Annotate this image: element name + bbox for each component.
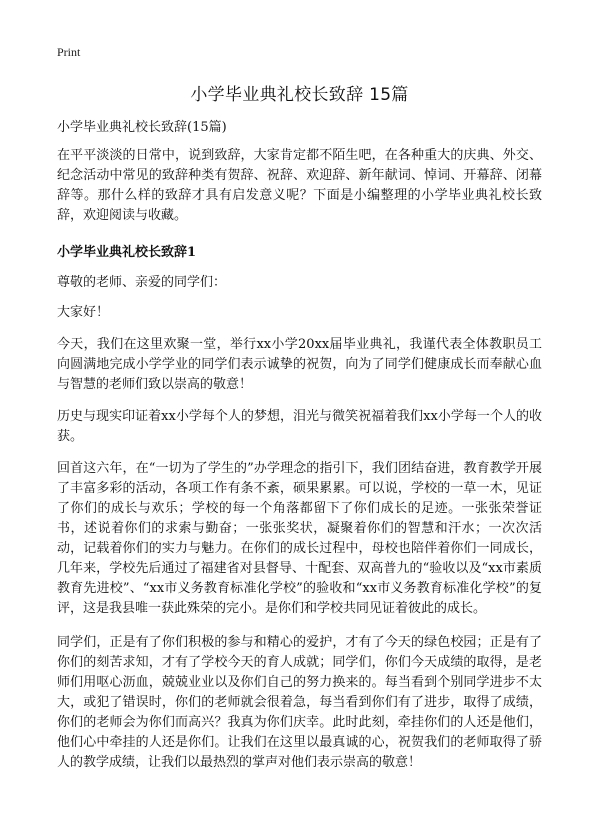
body-paragraph-4: 同学们，正是有了你们积极的参与和精心的爱护，才有了今天的绿色校园；正是有了你们的刻苦求知，才有了学校今天的育人成就；同学们，你们今天成绩的取得，是老师们用呕心沥血，兢兢业业以及你们自己的努力换来的。每当看到个别同学进步不太大，或犯了错误时，你们的老师就会很着急，每当看到你们有了进步，取得了成绩，你们的老师会为你们而高兴？我真为你们庆幸。此时此刻，牵挂你们的人还是他们，他们心中牵挂的人还是你们。让我们在这里以最真诚的心，祝贺我们的老师取得了骄人的教学成绩，让我们以最热烈的掌声对他们表示崇高的敬意！ [57, 635, 542, 770]
section-heading: 小学毕业典礼校长致辞1 [57, 245, 197, 260]
body-paragraph-1: 今天，我们在这里欢聚一堂，举行xx小学20xx届毕业典礼，我谨代表全体教职员工向圆满地完成小学学业的同学们表示诚挚的祝贺，向为了同学们健康成长而奉献心血与智慧的老师们致以崇高的敬意！ [57, 337, 542, 392]
greeting-line: 尊敬的老师、亲爱的同学们： [57, 275, 227, 290]
document-subtitle: 小学毕业典礼校长致辞(15篇) [57, 120, 227, 135]
body-paragraph-3: 回首这六年，在“一切为了学生的”办学理念的指引下，我们团结奋进，教育教学开展了丰富多彩的活动，各项工作有条不紊，硕果累累。可以说，学校的一草一木，见证了你们的成长与欢乐；学校的每一个角落都留下了你们成长的足迹。一张张荣誉证书，述说着你们的求索与勤奋；一张张奖状，凝聚着你们的智慧和汗水；一次次活动，记载着你们的实力与魅力。在你们的成长过程中，母校也陪伴着你们一同成长，几年来，学校先后通过了福建省对县督导、十配套、双高普九的“验收以及“xx市素质教育先进校”、“xx市义务教育标准化学校”的验收和“xx市义务教育标准化学校”的复评，这是我县唯一获此殊荣的完小。是你们和学校共同见证着彼此的成长。 [57, 461, 542, 616]
hello-line: 大家好！ [57, 305, 110, 320]
document-title: 小学毕业典礼校长致辞 15篇 [190, 85, 409, 105]
print-link[interactable]: Print [57, 45, 81, 59]
body-paragraph-2: 历史与现实印证着xx小学每个人的梦想，泪光与微笑祝福着我们xx小学每一个人的收获。 [57, 409, 542, 444]
intro-paragraph: 在平平淡淡的日常中，说到致辞，大家肯定都不陌生吧，在各种重大的庆典、外交、纪念活动中常见的致辞种类有贺辞、祝辞、欢迎辞、新年献词、悼词、开幕辞、闭幕辞等。那什么样的致辞才具有启发意义呢？下面是小编整理的小学毕业典礼校长致辞，欢迎阅读与收藏。 [57, 148, 542, 223]
